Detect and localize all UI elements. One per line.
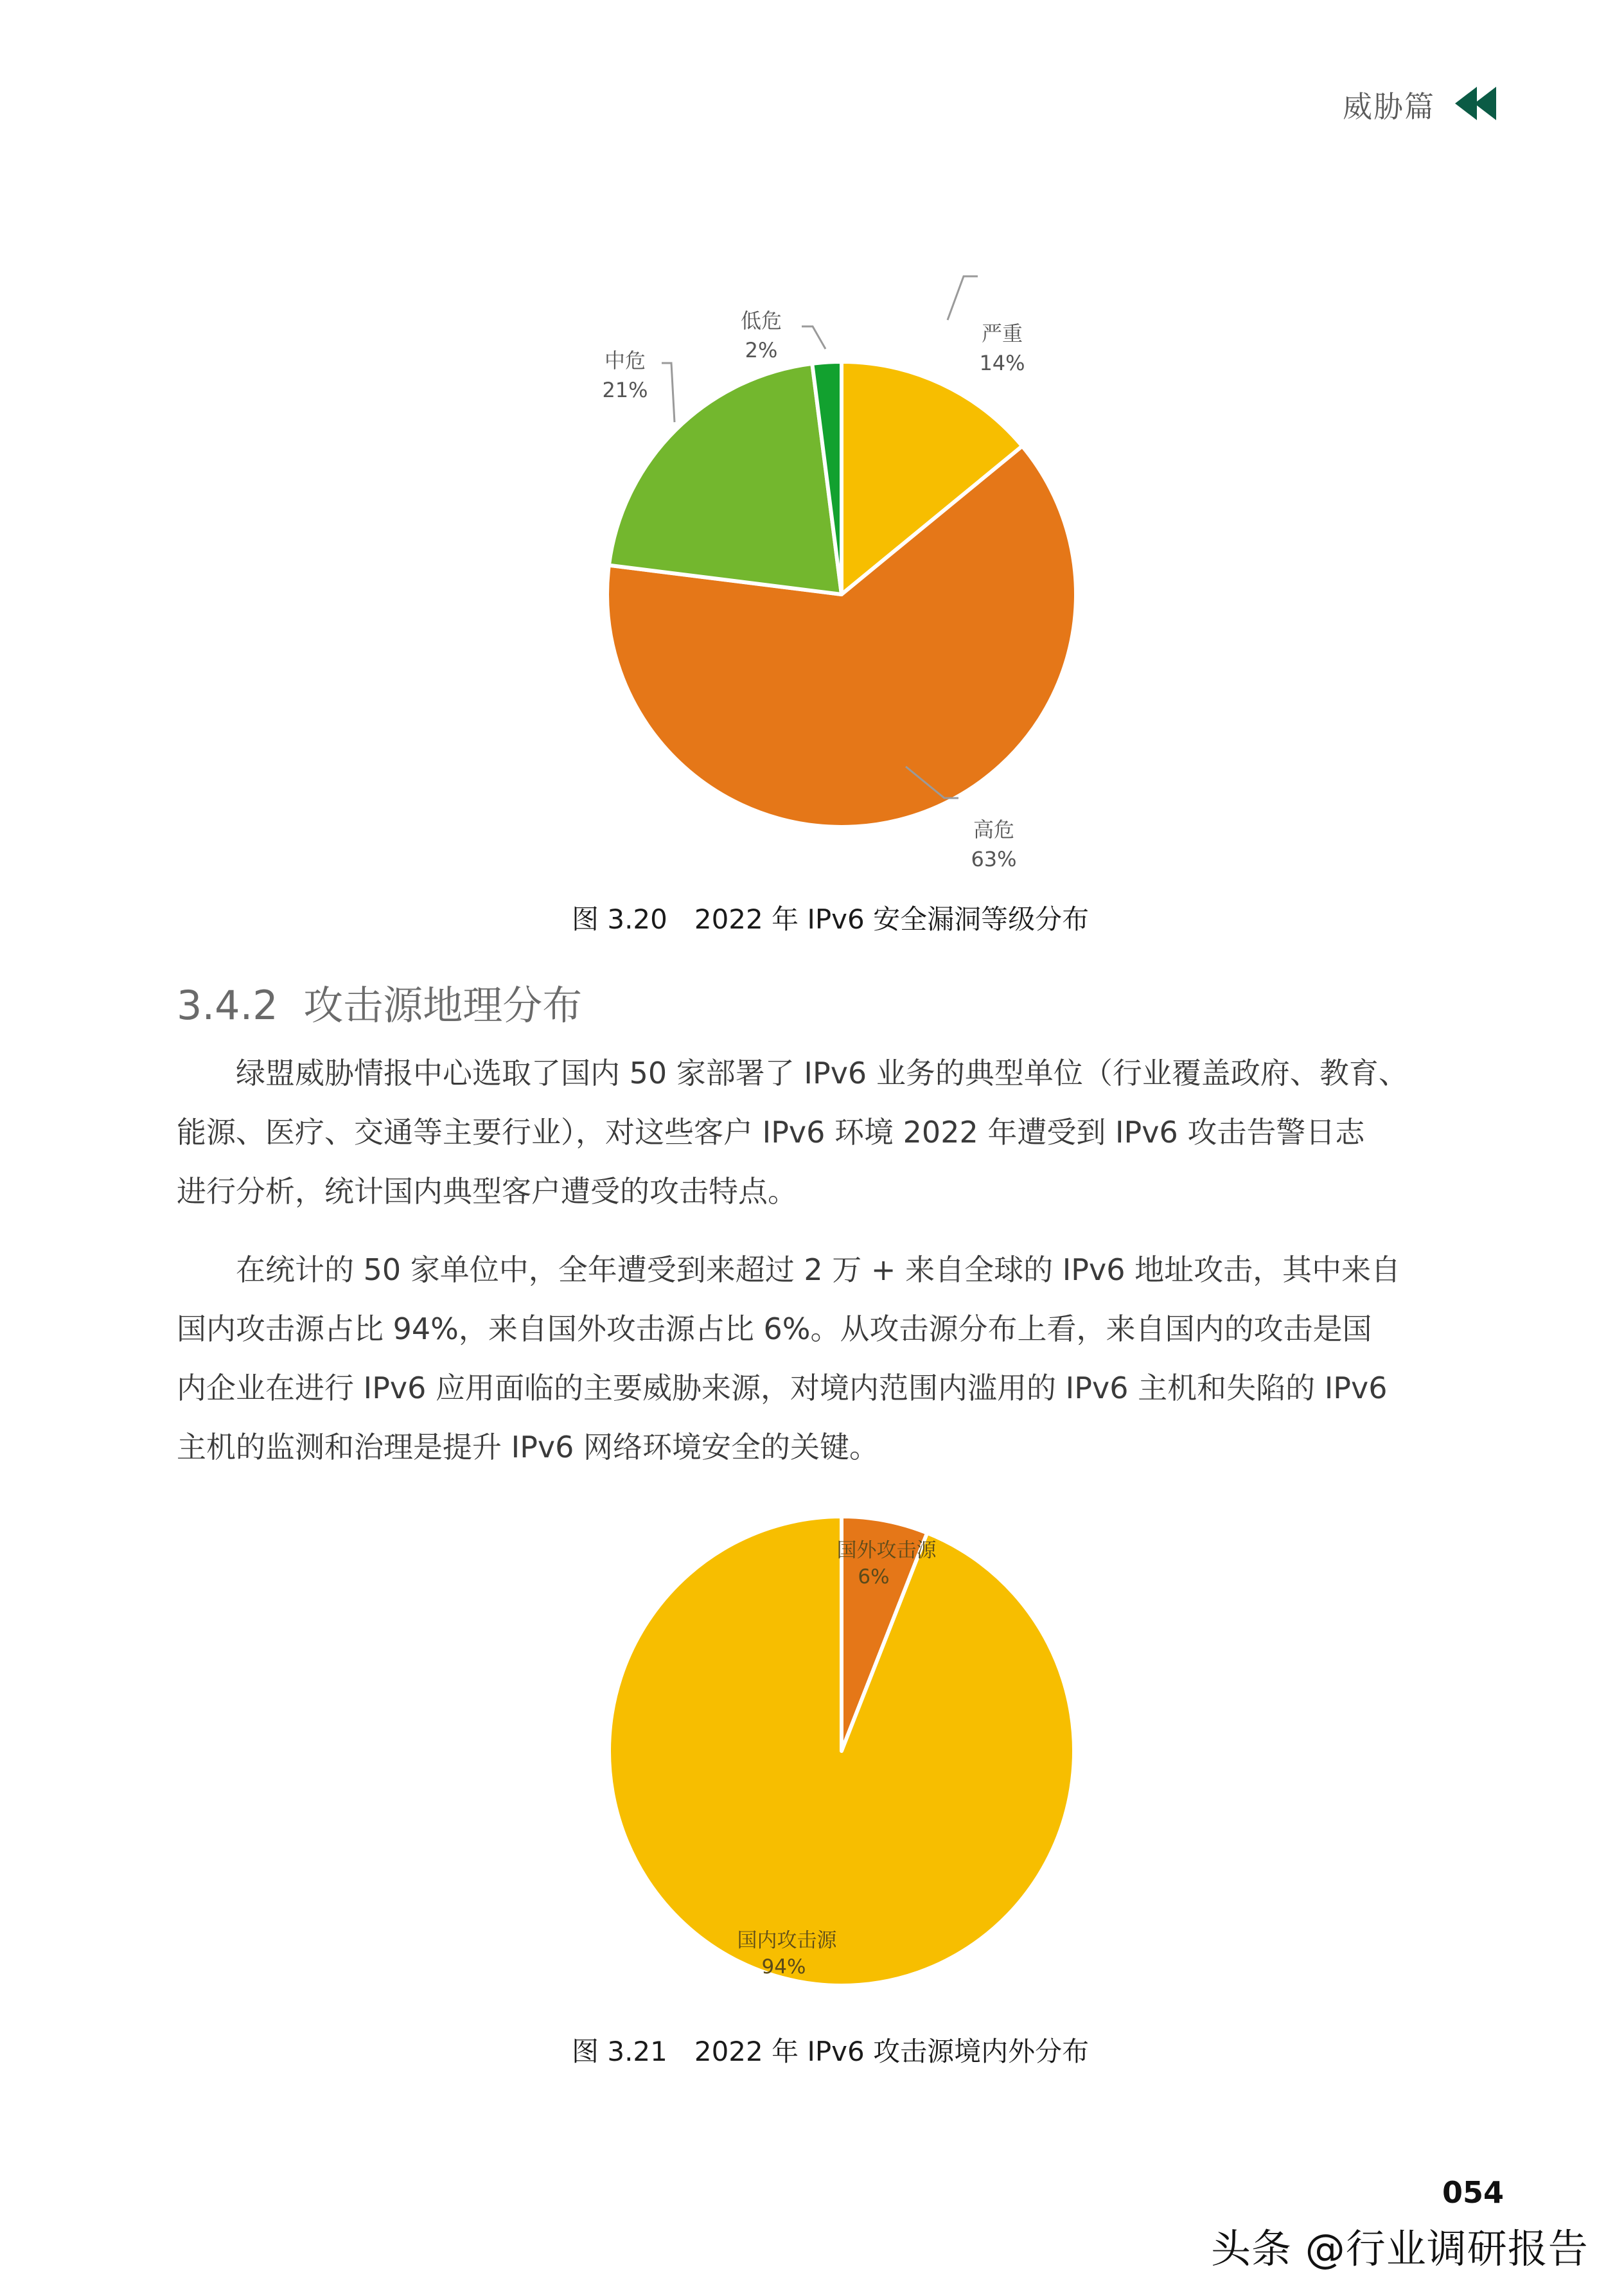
figure-3-20-caption: 图 3.20 2022 年 IPv6 安全漏洞等级分布 — [572, 903, 1090, 935]
slice-pct-severe: 14% — [979, 351, 1025, 375]
attack-source-pie-chart — [0, 1478, 1624, 2024]
paragraph-line: 在统计的 50 家单位中，全年遭受到来超过 2 万 + 来自全球的 IPv6 地址攻击，其中来自 — [236, 1252, 1401, 1287]
paragraph-1 — [177, 1044, 1513, 1221]
paragraph-line: 绿盟威胁情报中心选取了国内 50 家部署了 IPv6 业务的典型单位（行业覆盖政府、教育、 — [236, 1056, 1408, 1090]
paragraph-line: 进行分析，统计国内典型客户遭受的攻击特点。 — [177, 1174, 797, 1209]
pie-slice — [609, 1516, 1074, 1986]
slice-label-severe: 严重 — [981, 321, 1023, 346]
pie2-slices — [609, 1516, 1074, 1986]
slice-pct-domestic: 94% — [761, 1955, 806, 1978]
section-title-text: 攻击源地理分布 — [303, 982, 583, 1029]
pie1-slices — [607, 362, 1076, 827]
slice-pct-medium: 21% — [602, 378, 648, 402]
paragraph-line: 主机的监测和治理是提升 IPv6 网络环境安全的关键。 — [177, 1430, 879, 1464]
chapter-label: 威胁篇 — [1343, 89, 1435, 124]
section-heading — [177, 974, 582, 1031]
slice-label-low: 低危 — [740, 308, 782, 333]
section-number: 3.4.2 — [177, 982, 278, 1029]
slice-pct-high: 63% — [971, 847, 1017, 871]
vulnerability-level-pie-chart — [0, 0, 1624, 932]
slice-pct-low: 2% — [745, 338, 778, 362]
slice-label-high: 高危 — [973, 817, 1015, 842]
page-number: 054 — [1442, 2175, 1505, 2210]
paragraph-line: 国内攻击源占比 94%，来自国外攻击源占比 6%。从攻击源分布上看，来自国内的攻击是国 — [177, 1311, 1372, 1346]
paragraph-line: 能源、医疗、交通等主要行业），对这些客户 IPv6 环境 2022 年遭受到 IPv6 攻击告警日志 — [177, 1115, 1365, 1150]
slice-label-medium: 中危 — [604, 348, 646, 373]
slice-label-domestic: 国内攻击源 — [737, 1929, 837, 1952]
slice-label-foreign: 国外攻击源 — [836, 1539, 937, 1562]
watermark: 头条 @行业调研报告 — [1211, 2225, 1589, 2272]
slice-pct-foreign: 6% — [858, 1565, 890, 1588]
paragraph-line: 内企业在进行 IPv6 应用面临的主要威胁来源，对境内范围内滥用的 IPv6 主机和失陷的 IPv6 — [177, 1371, 1388, 1405]
paragraph-2 — [177, 1240, 1513, 1477]
figure-3-21-caption: 图 3.21 2022 年 IPv6 攻击源境内外分布 — [572, 2036, 1090, 2067]
